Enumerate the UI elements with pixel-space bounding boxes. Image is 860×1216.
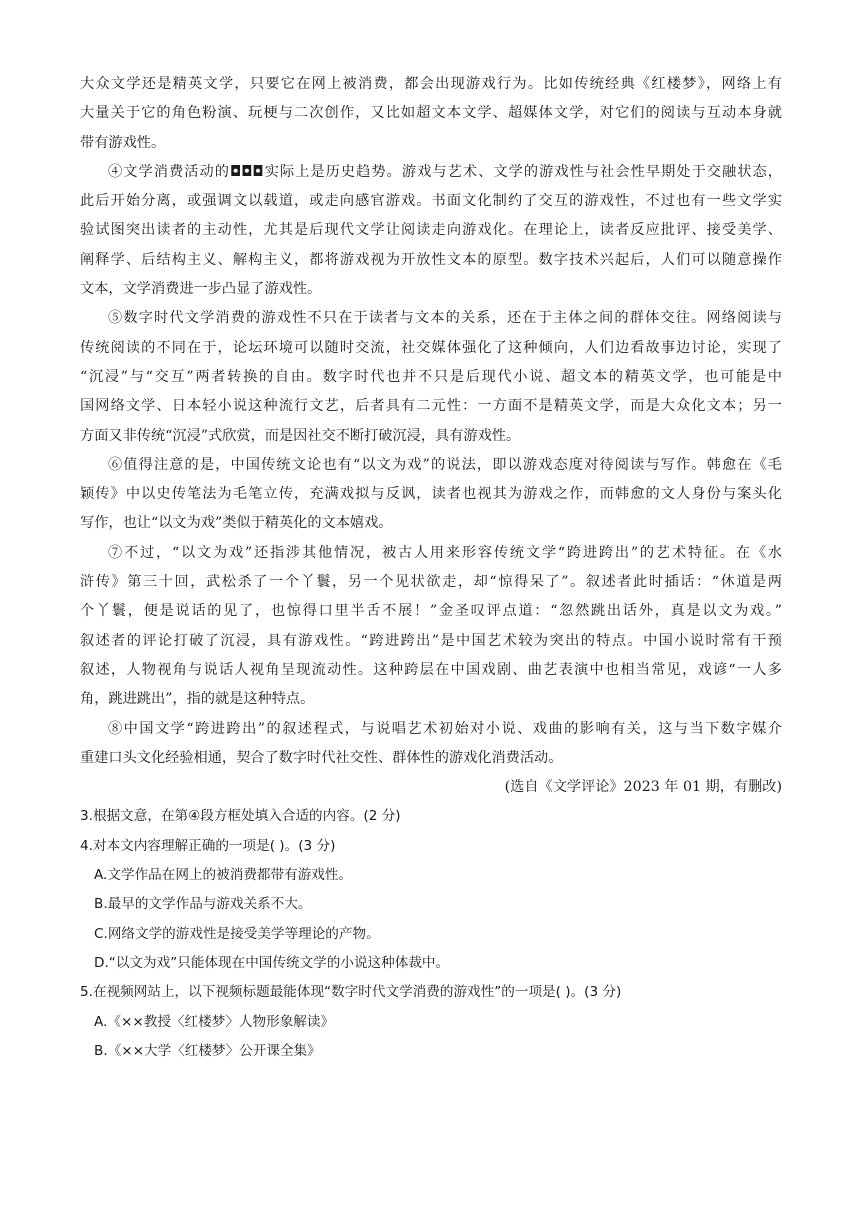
paragraph-7 — [80, 539, 782, 715]
text-line: 写作，也让“以文为戏”类似于精英化的文本嬉戏。 — [80, 515, 393, 532]
text-line: 大量关于它的角色粉演、玩梗与二次创作，又比如超文本文学、超媒体文学，对它们的阅读与互动本身就 — [80, 105, 782, 122]
option-c: C.网络文学的游戏性是接受美学等理论的产物。 — [94, 925, 380, 942]
option-a: A.《××教授〈红楼梦〉人物形象解读》 — [94, 1013, 335, 1030]
text-line: 阐释学、后结构主义、解构主义，都将游戏视为开放性文本的原型。数字技术兴起后，人们可以随意操作 — [80, 251, 782, 268]
text-line: 颖传》中以史传笔法为毛笔立传，充满戏拟与反讽，读者也视其为游戏之作，而韩愈的文人身份与案头化 — [80, 486, 782, 503]
paragraph-5 — [80, 304, 782, 450]
text-line: 文本，文学消费进一步凸显了游戏性。 — [80, 281, 322, 298]
question-stem: 3.根据文意，在第④段方框处填入合适的内容。(2 分) — [80, 808, 401, 825]
text-line: 传统阅读的不同在于，论坛环境可以随时交流，社交媒体强化了这种倾向，人们边看故事边讨论，实现了 — [80, 339, 782, 356]
question-5 — [80, 978, 782, 1066]
paragraph-6 — [80, 451, 782, 539]
text-line: 方面又非传统“沉浸”式欣赏，而是因社交不断打破沉浸，具有游戏性。 — [80, 427, 521, 444]
question-4 — [80, 832, 782, 978]
text-line: “沉浸”与“交互”两者转换的自由。数字时代也并不只是后现代小说、超文本的精英文学，也可能是中 — [80, 368, 782, 385]
text-line: 此后开始分离，或强调文以载道，或走向感官游戏。书面文化制约了交互的游戏性，不过也有一些文学实 — [80, 193, 782, 210]
text-line: 验试图突出读者的主动性，尤其是后现代文学让阅读走向游戏化。在理论上，读者反应批评、接受美学、 — [80, 222, 782, 239]
text-line: 叙述者的评论打破了沉浸，具有游戏性。“跨进跨出”是中国艺术较为突出的特点。中国小说时常有干预 — [80, 632, 782, 649]
text-line: 重建口头文化经验相通，契合了数字时代社交性、群体性的游戏化消费活动。 — [80, 749, 563, 766]
text-line — [80, 158, 782, 187]
answer-boxes: ◘◘◘ — [229, 163, 264, 180]
question-stem: 4.对本文内容理解正确的一项是( )。(3 分) — [80, 837, 336, 854]
option-b: B.《××大学〈红楼梦〉公开课全集》 — [94, 1042, 321, 1059]
question-stem: 5.在视频网站上，以下视频标题最能体现“数字时代文学消费的游戏性”的一项是( )。(3 分) — [80, 984, 622, 1001]
text-line: ⑤数字时代文学消费的游戏性不只在于读者与文本的关系，还在于主体之间的群体交往。网络阅读与 — [108, 310, 782, 327]
text-line: 角，跳进跳出”，指的就是这种特点。 — [80, 691, 315, 708]
paragraph-4-lead: ④文学消费活动的 — [108, 163, 230, 180]
text-line: 大众文学还是精英文学，只要它在网上被消费，都会出现游戏行为。比如传统经典《红楼梦》，网络上有 — [80, 76, 782, 92]
question-3 — [80, 802, 782, 831]
text-line: ⑧中国文学“跨进跨出”的叙述程式，与说唱艺术初始对小说、戏曲的影响有关，这与当下数字媒介 — [108, 720, 782, 737]
paragraph-8 — [80, 715, 782, 774]
text-line: 叙述，人物视角与说话人视角呈现流动性。这种跨层在中国戏剧、曲艺表演中也相当常见，戏谚“一人多 — [80, 661, 782, 678]
text-line: 带有游戏性。 — [80, 134, 166, 151]
paragraph-4 — [80, 158, 782, 304]
option-a: A.文学作品在网上的被消费都带有游戏性。 — [94, 867, 353, 884]
paragraph-4-rest: 实际上是历史趋势。游戏与艺术、文学的游戏性与社会性早期处于交融状态， — [263, 163, 782, 180]
source-citation: (选自《文学评论》2023 年 01 期，有删改) — [504, 779, 782, 796]
document-page — [80, 70, 782, 1066]
text-line: ⑦不过，“以文为戏”还指涉其他情况，被古人用来形容传统文学“跨进跨出”的艺术特征。在《水 — [108, 544, 782, 561]
option-d: D.“以文为戏”只能体现在中国传统文学的小说这种体裁中。 — [94, 954, 450, 971]
text-line: 浒传》第三十回，武松杀了一个丫鬟，另一个见状欲走，却“惊得呆了”。叙述者此时插话：“休道是两 — [80, 574, 782, 591]
option-b: B.最早的文学作品与游戏关系不大。 — [94, 896, 312, 913]
text-line: 个丫鬟，便是说话的见了，也惊得口里半舌不展！”金圣叹评点道：“忽然跳出话外，真是以文为戏。” — [80, 603, 782, 620]
paragraph-3-continued — [80, 70, 782, 158]
text-line: 国网络文学、日本轻小说这种流行文艺，后者具有二元性：一方面不是精英文学，而是大众化文本；另一 — [80, 398, 782, 415]
text-line: ⑥值得注意的是，中国传统文论也有“以文为戏”的说法，即以游戏态度对待阅读与写作。韩愈在《毛 — [108, 456, 782, 473]
